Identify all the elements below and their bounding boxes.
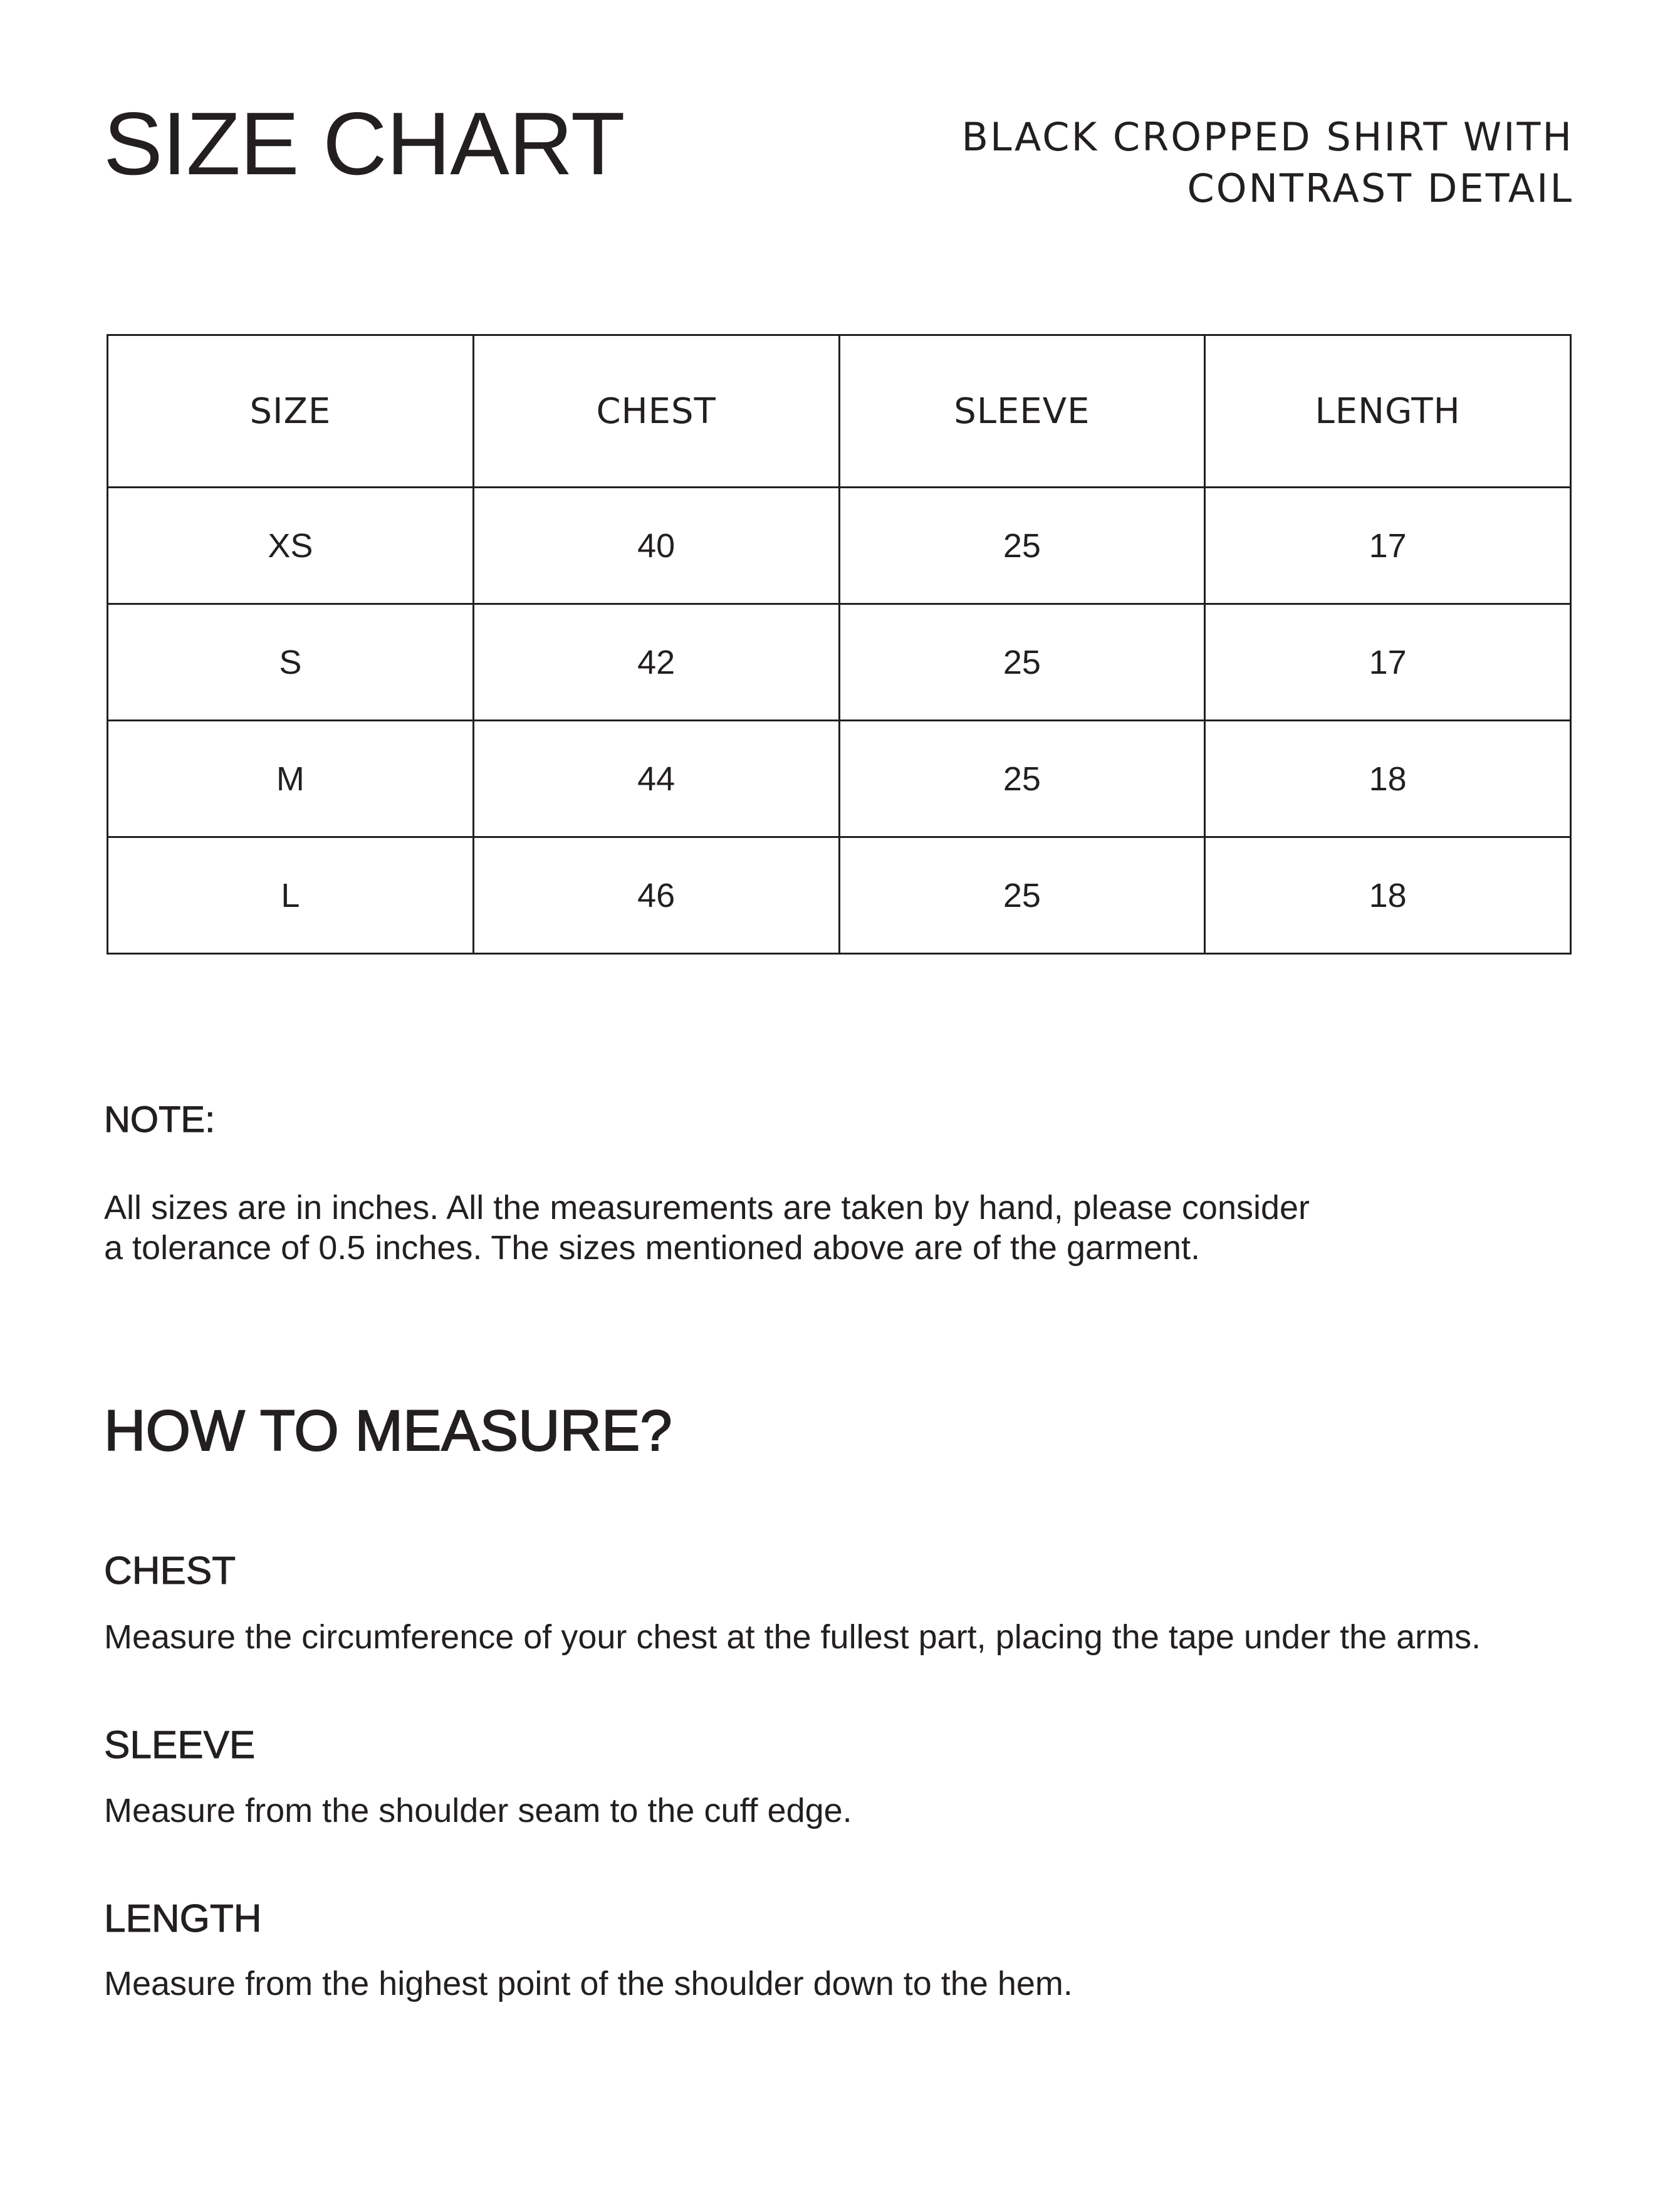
table-row [108,604,1571,721]
cell-sleeve: 25 [839,604,1205,721]
measure-description-length: Measure from the highest point of the shoulder down to the hem. [104,1965,1073,2002]
column-header-chest: CHEST [473,335,839,488]
column-header-sleeve: SLEEVE [839,335,1205,488]
product-name-line-1: BLACK CROPPED SHIRT WITH [961,114,1573,160]
measure-description-sleeve: Measure from the shoulder seam to the cuff edge. [104,1792,852,1829]
column-header-length: LENGTH [1205,335,1571,488]
measure-title-length: LENGTH [104,1897,262,1940]
cell-chest: 46 [473,837,839,954]
measure-title-chest: CHEST [104,1549,236,1593]
size-table [107,334,1572,955]
cell-size: XS [108,488,474,604]
cell-chest: 40 [473,488,839,604]
how-to-measure-heading: HOW TO MEASURE? [104,1399,672,1463]
product-name-line-2: CONTRAST DETAIL [1187,165,1573,211]
cell-length: 17 [1205,488,1571,604]
table-row [108,837,1571,954]
table-header-row [108,335,1571,488]
cell-length: 17 [1205,604,1571,721]
note-text [104,1188,1545,1268]
cell-chest: 42 [473,604,839,721]
page-title: SIZE CHART [103,94,625,194]
cell-chest: 44 [473,721,839,837]
table-row [108,721,1571,837]
cell-sleeve: 25 [839,721,1205,837]
cell-length: 18 [1205,837,1571,954]
note-line-1: All sizes are in inches. All the measurements are taken by hand, please consider [104,1189,1310,1227]
note-heading: NOTE: [104,1099,216,1140]
measure-description-chest: Measure the circumference of your chest at the fullest part, placing the tape under the arms. [104,1618,1481,1656]
cell-length: 18 [1205,721,1571,837]
measure-title-sleeve: SLEEVE [104,1724,256,1767]
cell-sleeve: 25 [839,488,1205,604]
cell-size: M [108,721,474,837]
cell-size: L [108,837,474,954]
table-row [108,488,1571,604]
product-name [696,112,1573,214]
cell-size: S [108,604,474,721]
cell-sleeve: 25 [839,837,1205,954]
note-line-2: a tolerance of 0.5 inches. The sizes mentioned above are of the garment. [104,1229,1201,1267]
column-header-size: SIZE [108,335,474,488]
